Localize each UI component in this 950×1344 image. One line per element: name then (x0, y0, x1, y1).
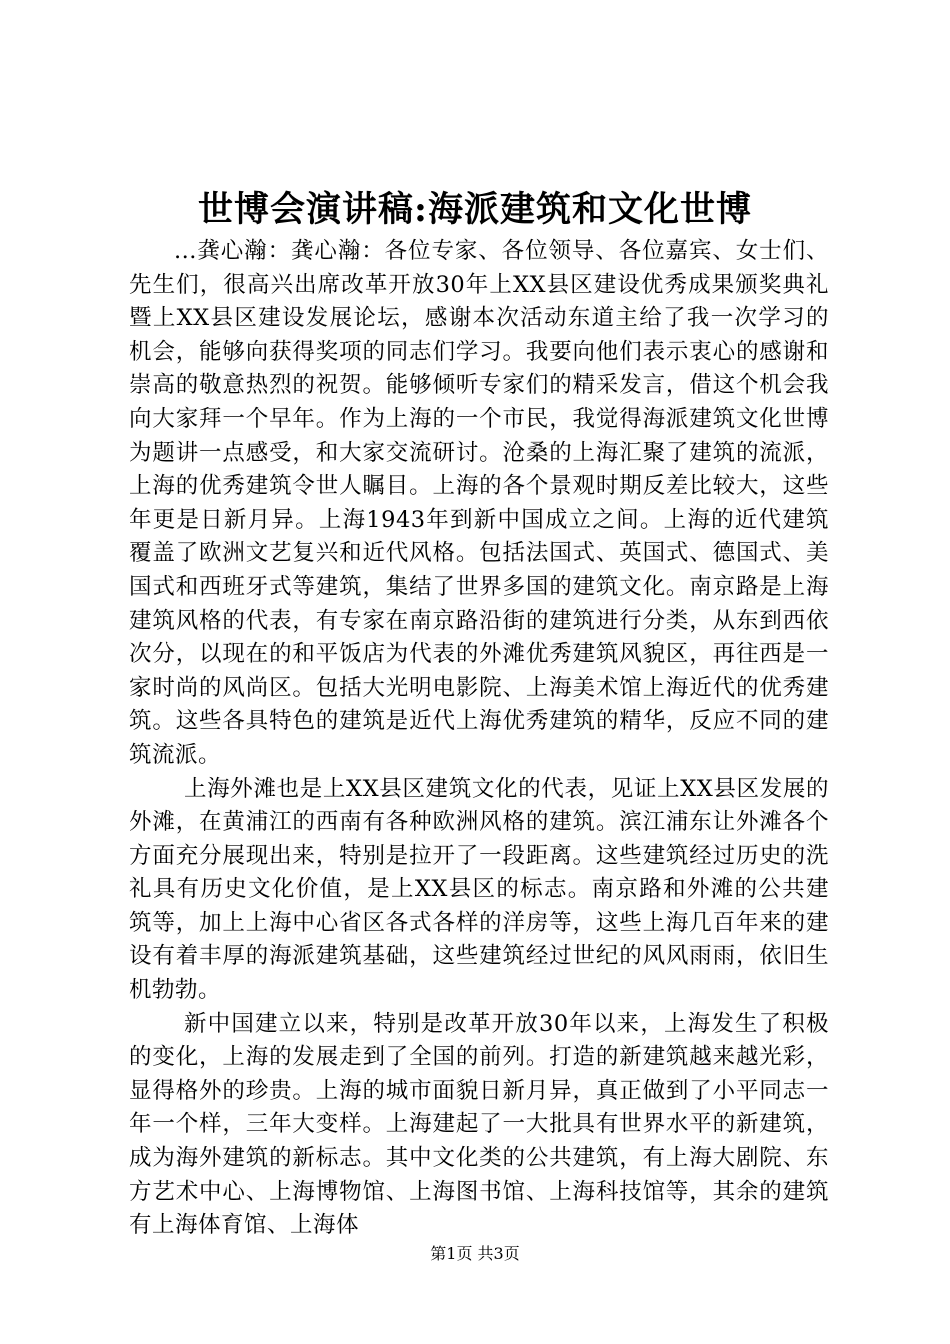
document-title: 世博会演讲稿:海派建筑和文化世博 (198, 189, 752, 230)
page-footer: 第1页 共3页 (430, 1244, 520, 1263)
paragraph-2: 上海外滩也是上XX县区建筑文化的代表，见证上XX县区发展的外滩，在黄浦江的西南有各种欧洲风格的建筑。滨江浦东让外滩各个方面充分展现出来，特别是拉开了一段距离。这些建筑经过历史的洗礼具有历史文化价值，是上XX县区的标志。南京路和外滩的公共建筑等，加上上海中心省区各式各样的洋房等，这些上海几百年来的建设有着丰厚的海派建筑基础，这些建筑经过世纪的风风雨雨，依旧生机勃勃。 (129, 775, 829, 1004)
paragraph-3: 新中国建立以来，特别是改革开放30年以来，上海发生了积极的变化，上海的发展走到了全国的前列。打造的新建筑越来越光彩，显得格外的珍贵。上海的城市面貌日新月异，真正做到了小平同志一年一个样，三年大变样。上海建起了一大批具有世界水平的新建筑，成为海外建筑的新标志。其中文化类的公共建筑，有上海大剧院、东方艺术中心、上海博物馆、上海图书馆、上海科技馆等，其余的建筑有上海体育馆、上海体 (129, 1010, 829, 1239)
document-body (129, 235, 829, 1243)
paragraph-1: ...龚心瀚：龚心瀚：各位专家、各位领导、各位嘉宾、女士们、先生们，很高兴出席改革开放30年上XX县区建设优秀成果颁奖典礼暨上XX县区建设发展论坛，感谢本次活动东道主给了我一次学习的机会，能够向获得奖项的同志们学习。我要向他们表示衷心的感谢和崇高的敬意热烈的祝贺。能够倾听专家们的精采发言，借这个机会我向大家拜一个早年。作为上海的一个市民，我觉得海派建筑文化世博为题讲一点感受，和大家交流研讨。沧桑的上海汇聚了建筑的流派，上海的优秀建筑令世人瞩目。上海的各个景观时期反差比较大，这些年更是日新月异。上海1943年到新中国成立之间。上海的近代建筑覆盖了欧洲文艺复兴和近代风格。包括法国式、英国式、德国式、美国式和西班牙式等建筑，集结了世界多国的建筑文化。南京路是上海建筑风格的代表，有专家在南京路沿街的建筑进行分类，从东到西依次分，以现在的和平饭店为代表的外滩优秀建筑风貌区，再往西是一家时尚的风尚区。包括大光明电影院、上海美术馆上海近代的优秀建筑。这些各具特色的建筑是近代上海优秀建筑的精华，反应不同的建筑流派。 (129, 238, 829, 768)
